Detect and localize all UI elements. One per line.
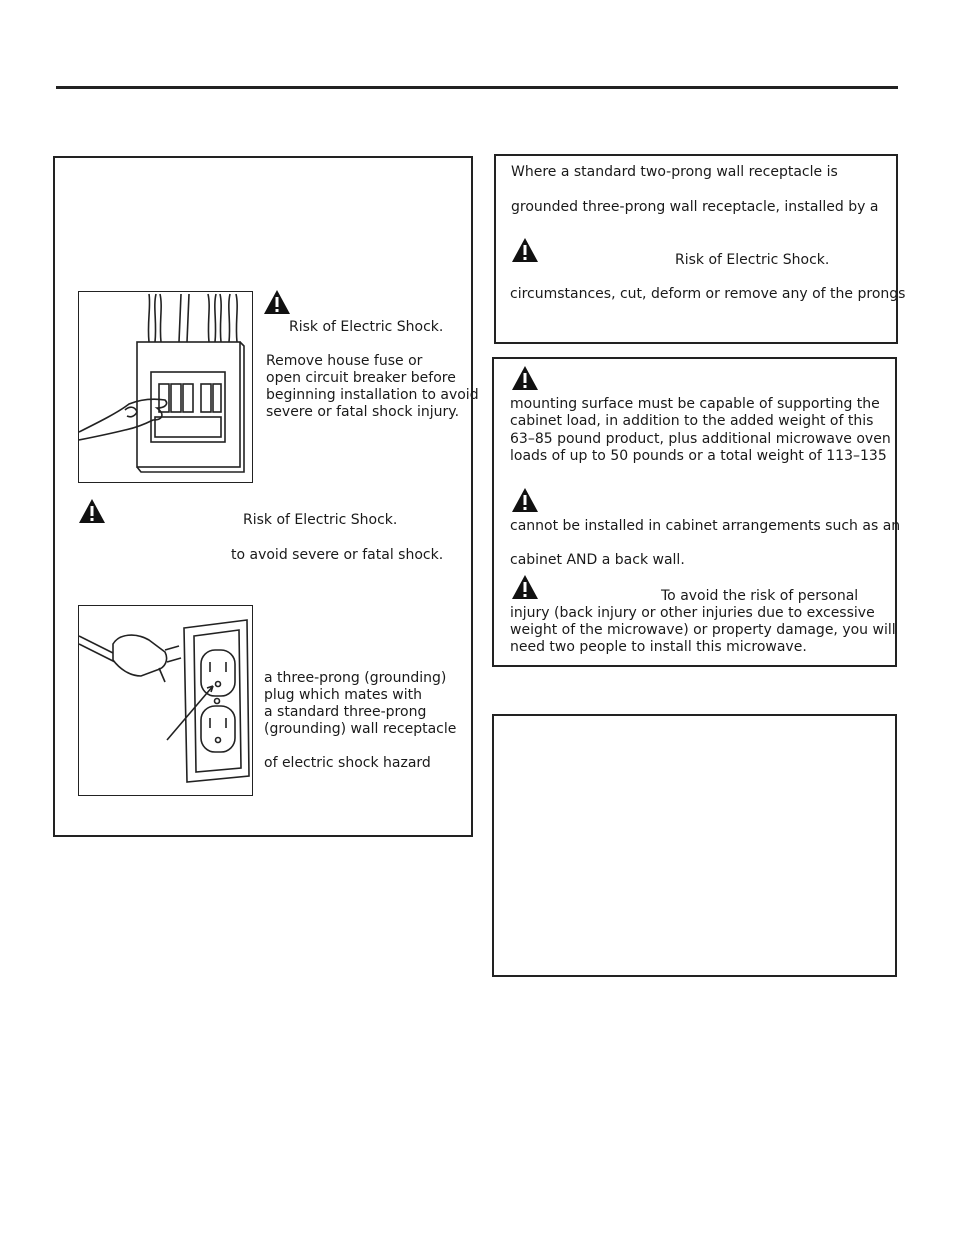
install-line-first: To avoid the risk of personal: [661, 588, 859, 604]
load-line-4: loads of up to 50 pounds or a total weight of 113–135: [510, 448, 887, 464]
install-line-3: need two people to install this microwave.: [510, 639, 807, 655]
fuse-warning-heading: Risk of Electric Shock.: [289, 319, 444, 335]
fuse-box-figure: [78, 291, 253, 483]
plug-line-3: a standard three-prong: [264, 704, 427, 720]
plug-line-4: (grounding) wall receptacle: [264, 721, 457, 737]
receptacle-line-3: circumstances, cut, deform or remove any of the prongs: [510, 286, 906, 302]
fuse-box-illustration: [79, 292, 252, 482]
fuse-warning-line-2: open circuit breaker before: [266, 370, 456, 386]
header-rule: [56, 86, 898, 89]
fuse-warning-line-1: Remove house fuse or: [266, 353, 423, 369]
wall-outlet-figure: [78, 605, 253, 796]
warning-triangle-icon: [511, 487, 539, 513]
fuse-warning-line-3: beginning installation to avoid: [266, 387, 479, 403]
load-line-3: 63–85 pound product, plus additional microwave oven: [510, 431, 891, 447]
warning-triangle-icon: [511, 365, 539, 391]
wall-outlet-illustration: [79, 606, 252, 795]
receptacle-line-1: Where a standard two-prong wall receptacle is: [511, 164, 838, 180]
warning-triangle-icon: [511, 237, 539, 263]
load-line-1: mounting surface must be capable of supporting the: [510, 396, 880, 412]
receptacle-panel: [494, 154, 898, 344]
plug-line-2: plug which mates with: [264, 687, 422, 703]
warning-triangle-icon: [78, 498, 106, 524]
warning-triangle-icon: [263, 289, 291, 315]
plug-line-1: a three-prong (grounding): [264, 670, 447, 686]
cabinet-line-1: cannot be installed in cabinet arrangements such as an: [510, 518, 901, 534]
plug-line-last: of electric shock hazard: [264, 755, 431, 771]
cabinet-line-2: cabinet AND a back wall.: [510, 552, 685, 568]
empty-panel: [492, 714, 897, 977]
load-line-2: cabinet load, in addition to the added weight of this: [510, 413, 874, 429]
receptacle-line-2: grounded three-prong wall receptacle, installed by a: [511, 199, 879, 215]
warning-triangle-icon: [511, 574, 539, 600]
receptacle-warning-heading: Risk of Electric Shock.: [675, 252, 830, 268]
fuse-warning-line-4: severe or fatal shock injury.: [266, 404, 460, 420]
shock-warning-line: to avoid severe or fatal shock.: [231, 547, 444, 563]
install-line-1: injury (back injury or other injuries due to excessive: [510, 605, 875, 621]
install-line-2: weight of the microwave) or property damage, you will: [510, 622, 896, 638]
shock-warning-heading: Risk of Electric Shock.: [243, 512, 398, 528]
